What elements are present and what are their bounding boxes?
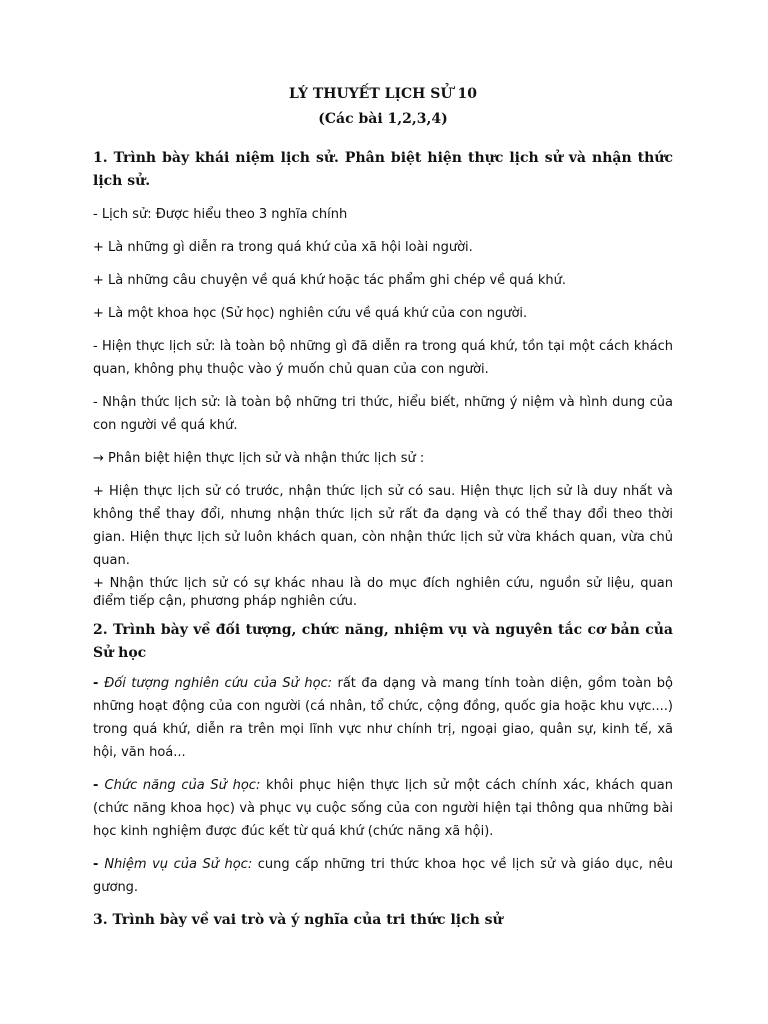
- section-1-paragraph-7-text: Phân biệt hiện thực lịch sử và nhận thức lịch sử :: [103, 451, 425, 466]
- section-1-paragraph-5: - Hiện thực lịch sử: là toàn bộ những gì đã diễn ra trong quá khứ, tồn tại một cách khách quan, không phụ thuộc vào ý muốn chủ quan của con người.: [93, 339, 673, 377]
- item-dash: -: [93, 857, 105, 872]
- section-1-paragraph-3: + Là những câu chuyện về quá khứ hoặc tác phẩm ghi chép về quá khứ.: [93, 273, 567, 288]
- item-dash: -: [93, 778, 105, 793]
- document-page: [93, 84, 673, 932]
- item-text: khôi phục hiện thực lịch sử một cách chính xác, khách quan (chức năng khoa học) và phục vụ cuộc sống của con người hiện tại thông qua những bài học kinh nghiệm được đúc kết từ quá khứ (chức năng xã hội).: [93, 778, 674, 839]
- item-term: Nhiệm vụ của Sử học:: [104, 857, 253, 872]
- item-text: rất đa dạng và mang tính toàn diện, gồm toàn bộ những hoạt động của con người (cá nhân, tổ chức, cộng đồng, quốc gia hoặc khu vực....) trong quá khứ, diễn ra trên mọi lĩnh vực như chính trị, ngoại giao, quân sự, kinh tế, xã hội, văn hoá...: [93, 676, 674, 760]
- section-1-paragraph-7: [93, 447, 673, 470]
- section-2-item-3: [93, 853, 673, 899]
- document-subtitle: (Các bài 1,2,3,4): [318, 111, 448, 127]
- item-term: Đối tượng nghiên cứu của Sử học:: [104, 676, 333, 691]
- section-1-paragraph-2: + Là những gì diễn ra trong quá khứ của xã hội loài người.: [93, 240, 473, 255]
- section-1-paragraph-8: + Hiện thực lịch sử có trước, nhận thức lịch sử có sau. Hiện thực lịch sử là duy nhất và không thể thay đổi, nhưng nhận thức lịch sử rất đa dạng và có thể thay đổi theo thời gian. Hiện thực lịch sử luôn khách quan, còn nhận thức lịch sử vừa khách quan, vừa chủ quan.: [93, 484, 673, 568]
- arrow-right-icon: →: [93, 451, 104, 466]
- section-1-paragraph-9: + Nhận thức lịch sử có sự khác nhau là do mục đích nghiên cứu, nguồn sử liệu, quan điểm tiếp cận, phương pháp nghiên cứu.: [93, 576, 673, 609]
- document-title: LÝ THUYẾT LỊCH SỬ 10: [289, 86, 477, 102]
- section-2-heading: 2. Trình bày về đối tượng, chức năng, nhiệm vụ và nguyên tắc cơ bản của Sử học: [93, 622, 673, 661]
- section-1-paragraph-6: - Nhận thức lịch sử: là toàn bộ những tri thức, hiểu biết, những ý niệm và hình dung của con người về quá khứ.: [93, 395, 673, 433]
- section-1-heading: 1. Trình bày khái niệm lịch sử. Phân biệt hiện thực lịch sử và nhận thức lịch sử.: [93, 150, 673, 189]
- section-1-paragraph-4: + Là một khoa học (Sử học) nghiên cứu về quá khứ của con người.: [93, 306, 528, 321]
- item-dash: -: [93, 676, 105, 691]
- section-2-item-2: [93, 774, 673, 843]
- section-1-paragraph-1: - Lịch sử: Được hiểu theo 3 nghĩa chính: [93, 207, 348, 222]
- item-text: cung cấp những tri thức khoa học về lịch sử và giáo dục, nêu gương.: [93, 857, 673, 895]
- section-3-heading: 3. Trình bày về vai trò và ý nghĩa của tri thức lịch sử: [93, 912, 503, 928]
- section-2-item-1: [93, 672, 673, 764]
- item-term: Chức năng của Sử học:: [104, 778, 261, 793]
